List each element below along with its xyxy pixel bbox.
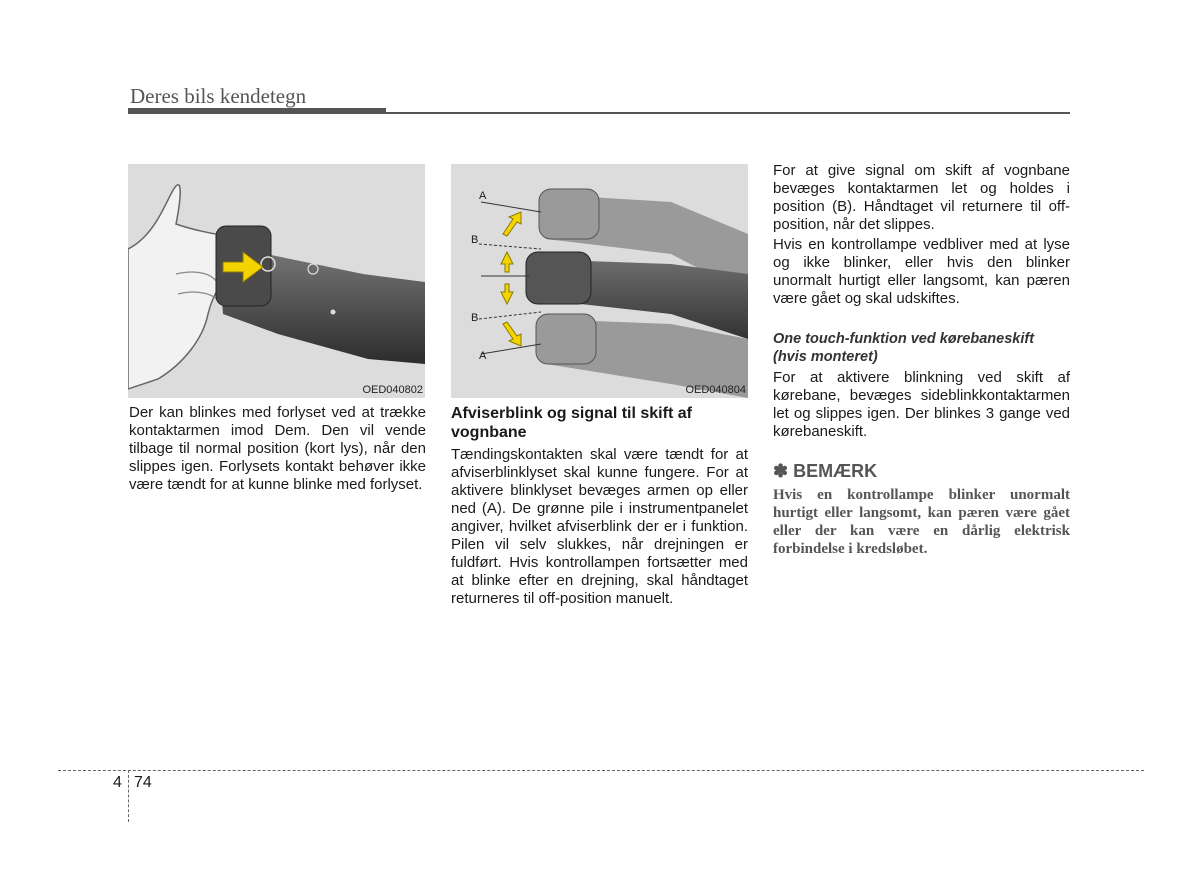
arrow-down-right-icon: [503, 322, 521, 346]
one-touch-text: For at aktivere blinkning ved skift af kørebane, bevæges sideblinkkontaktarmen let og slippes igen. Der blinkes 3 gange ved kørebaneskift.: [773, 369, 1070, 440]
lane-change-text: [773, 162, 1070, 310]
page-number: 74: [134, 774, 152, 791]
lane-change-paragraph: For at give signal om skift af vognbane bevæges kontaktarmen let og holdes i position (B). Håndtaget vil returnere til off-position, når det slippes.: [773, 162, 1070, 233]
header-rule-line: [386, 112, 1070, 114]
one-touch-subheading: One touch-funktion ved kørebaneskift (hvis monteret): [773, 331, 1035, 365]
page-header-title: Deres bils kendetegn: [130, 84, 307, 108]
stalk-illustration: [128, 164, 425, 398]
figure-code: OED040804: [685, 384, 746, 396]
figure-turn-signal: [451, 164, 748, 398]
figure-code: OED040802: [362, 384, 423, 396]
header-rule: [128, 108, 386, 114]
indicator-lamp-paragraph: Hvis en kontrollampe vedbliver med at lyse og ikke blinker, eller hvis den blinker unormalt hurtigt eller langsomt, kan pæren være gået og skal udskiftes.: [773, 236, 1070, 307]
chapter-number: 4: [113, 774, 122, 791]
headlight-flash-text: Der kan blinkes med forlyset ved at trække kontaktarmen imod Dem. Den vil vende tilbage til normal position (kort lys), når den slippes igen. Forlysets kontakt behøver ikke være tændt for at kunne blinke med forlyset.: [129, 404, 426, 493]
position-label-b-bottom: B: [471, 312, 479, 324]
footer-divider: [128, 770, 129, 822]
figure-headlight-flash: [128, 164, 425, 398]
arrow-down-icon: [501, 284, 513, 304]
note-text: Hvis en kontrollampe blinker unormalt hurtigt eller langsomt, kan pæren være gået eller der kan være en dårlig elektrisk forbindelse i kredsløbet.: [773, 487, 1070, 557]
stalk-positions-illustration: [451, 164, 748, 398]
turn-signal-heading: Afviserblink og signal til skift af vognbane: [451, 405, 692, 441]
turn-signal-text: Tændingskontakten skal være tændt for at afviserblinklyset skal kunne fungere. For at aktivere blinklyset bevæges armen op eller ned (A). De grønne pile i instrumentpanelet angiver, hvilket afviserblink der er i funktion. Pilen vil selv slukkes, når drejningen er fuldført. Hvis kontrollampen fortsætter med at blinke efter en drejning, skal håndtaget returneres til off-position manuelt.: [451, 446, 748, 607]
note-title: ✽ BEMÆRK: [773, 461, 878, 481]
footer-rule: [58, 770, 1144, 771]
arrow-up-right-icon: [503, 212, 521, 236]
position-label-a-bottom: A: [479, 350, 487, 362]
position-label-b-top: B: [471, 234, 479, 246]
position-label-a-top: A: [479, 190, 487, 202]
arrow-up-icon: [501, 252, 513, 272]
